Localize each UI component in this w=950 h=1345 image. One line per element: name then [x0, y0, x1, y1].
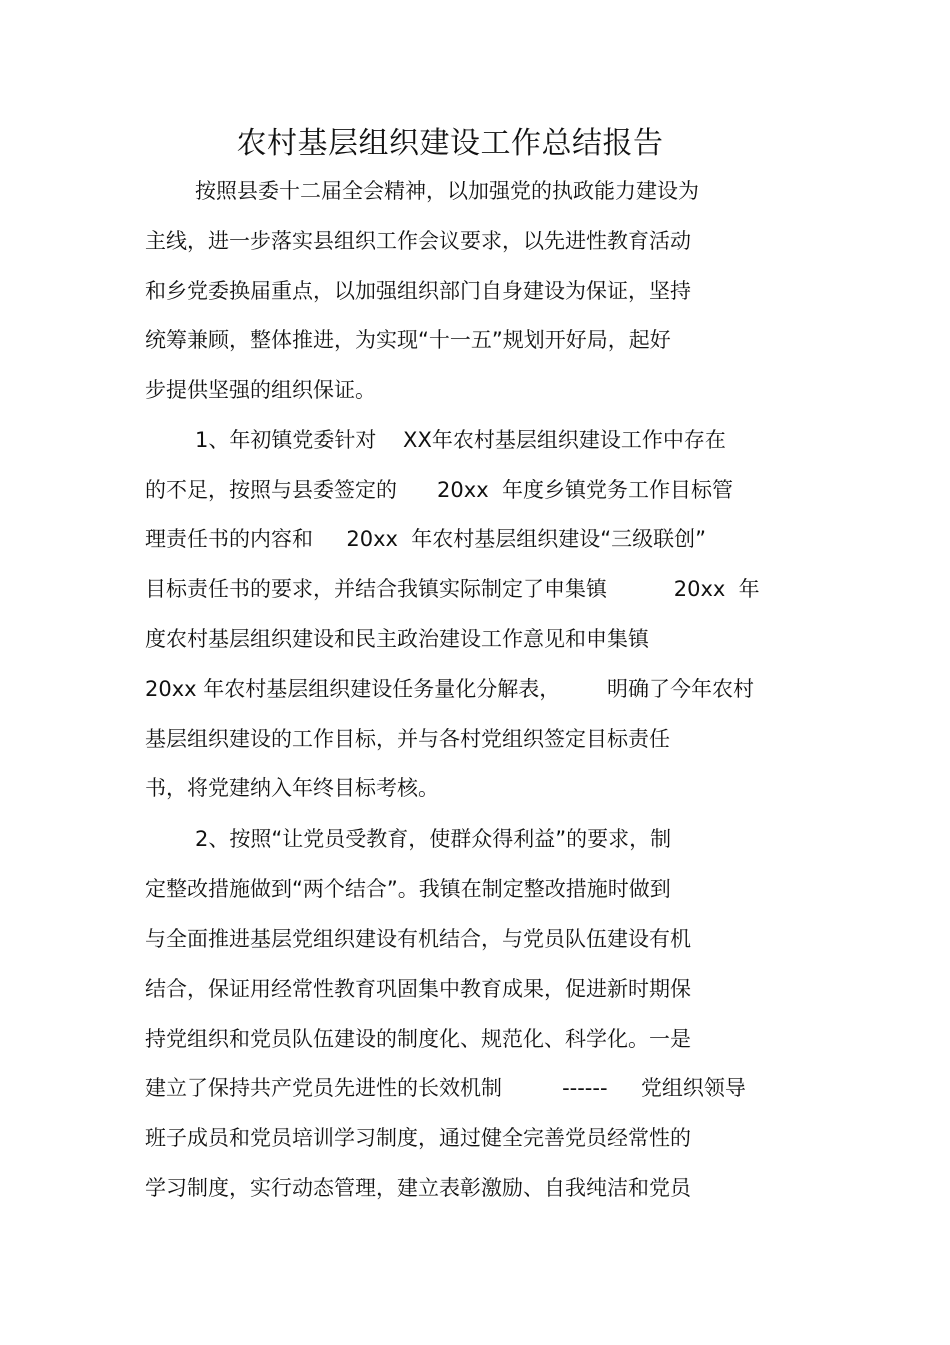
- paragraph-2-line-8: 书，将党建纳入年终目标考核。: [145, 776, 439, 800]
- paragraph-2-line-3: 理责任书的内容和 20xx 年农村基层组织建设“三级联创”: [145, 527, 707, 551]
- paragraph-3-line-6: 建立了保持共产党员先进性的长效机制 ------ 党组织领导: [145, 1076, 746, 1100]
- paragraph-2-line-6: 20xx 年农村基层组织建设任务量化分解表， 明确了今年农村: [145, 677, 754, 701]
- paragraph-2-line-5: 度农村基层组织建设和民主政治建设工作意见和申集镇: [145, 627, 649, 651]
- paragraph-2-line-1: 1、年初镇党委针对 XX年农村基层组织建设工作中存在: [195, 428, 726, 452]
- paragraph-1-line-4: 统筹兼顾，整体推进，为实现“十一五”规划开好局，起好: [145, 328, 671, 352]
- paragraph-2-line-7: 基层组织建设的工作目标，并与各村党组织签定目标责任: [145, 727, 670, 751]
- paragraph-3-line-5: 持党组织和党员队伍建设的制度化、规范化、科学化。一是: [145, 1027, 691, 1051]
- paragraph-1-line-5: 步提供坚强的组织保证。: [145, 378, 376, 402]
- paragraph-2-line-4: 目标责任书的要求，并结合我镇实际制定了申集镇 20xx 年: [145, 577, 760, 601]
- paragraph-1-line-1: 按照县委十二届全会精神，以加强党的执政能力建设为: [195, 179, 699, 203]
- paragraph-3-line-1: 2、按照“让党员受教育，使群众得利益”的要求，制: [195, 827, 672, 851]
- paragraph-3-line-3: 与全面推进基层党组织建设有机结合，与党员队伍建设有机: [145, 927, 691, 951]
- paragraph-2-line-2: 的不足，按照与县委签定的 20xx 年度乡镇党务工作目标管: [145, 478, 733, 502]
- paragraph-3-line-4: 结合，保证用经常性教育巩固集中教育成果，促进新时期保: [145, 977, 691, 1001]
- paragraph-3-line-7: 班子成员和党员培训学习制度，通过健全完善党员经常性的: [145, 1126, 691, 1150]
- document-title: 农村基层组织建设工作总结报告: [236, 126, 664, 161]
- paragraph-1-line-2: 主线，进一步落实县组织工作会议要求，以先进性教育活动: [145, 229, 691, 253]
- paragraph-3-line-8: 学习制度，实行动态管理，建立表彰激励、自我纯洁和党员: [145, 1176, 691, 1200]
- paragraph-3-line-2: 定整改措施做到“两个结合”。我镇在制定整改措施时做到: [145, 877, 671, 901]
- paragraph-1-line-3: 和乡党委换届重点，以加强组织部门自身建设为保证，坚持: [145, 279, 691, 303]
